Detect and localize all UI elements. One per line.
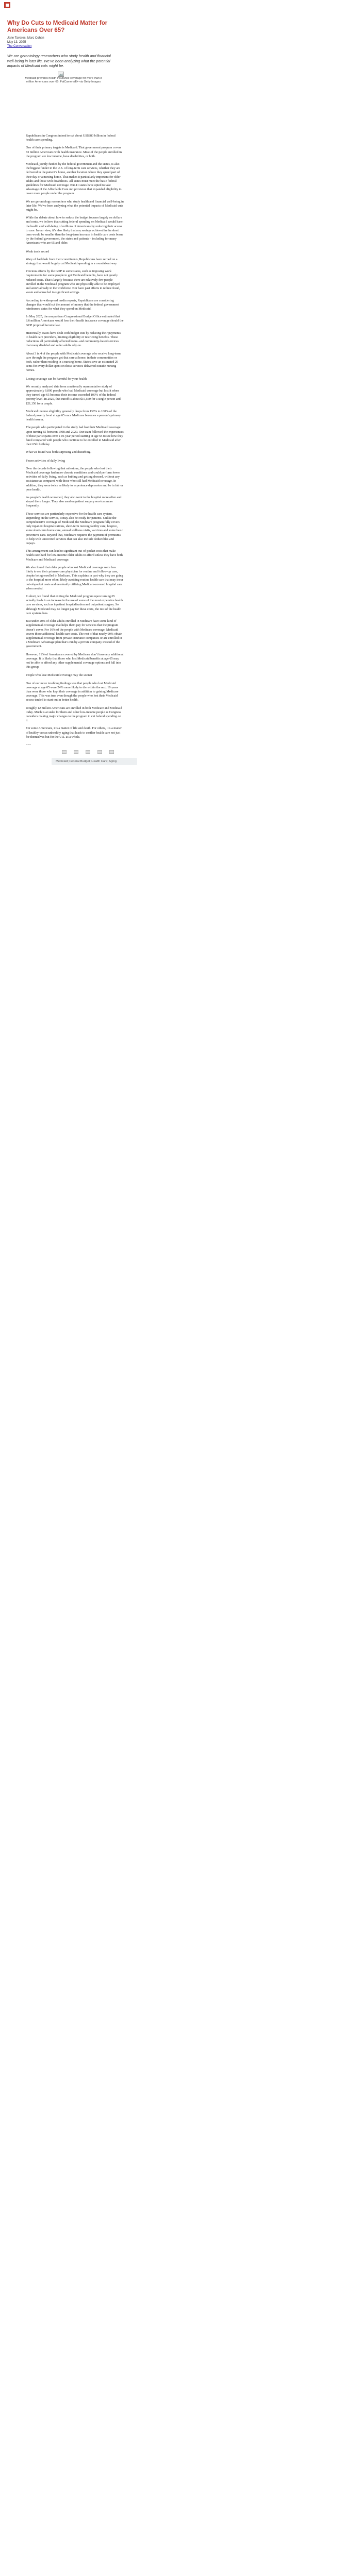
paragraph: Historically, states have dealt with budget cuts by reducing their payments to health care providers, limiting eligibility or restricting benefits. These reductions all particularly affected home- and community-based services that many disabled and older adults rely on. [26, 331, 121, 348]
paragraph: What we found was both surprising and disturbing. [26, 450, 91, 454]
paragraph: Wary of backlash from their constituents, Republicans have zeroed on a strategy that would largely cut Medicaid spending in a roundabout way. [26, 257, 118, 266]
share-icon[interactable] [109, 750, 114, 754]
figure-caption: Medicaid provides health insurance coverage for more than 8 million Americans over 65. FatCamera/E+ via Getty Images [25, 76, 102, 83]
article-tags: Medicaid; Federal Budget; Health Care; Aging [52, 758, 137, 765]
paragraph: For some Americans, it’s a matter of life and death. For others, it’s a matter of healthy versus unhealthy aging that leads to costlier health care not just for themselves but for the U.S. as a whole. [26, 726, 122, 739]
article-source-link[interactable]: The Conversation [7, 45, 32, 48]
section-heading: Fewer activities of daily living [26, 459, 65, 463]
top-bar [0, 0, 361, 8]
article-date: May 13, 2025 [7, 41, 26, 44]
section-heading: Weak track record [26, 249, 50, 253]
paragraph: Medicaid income eligibility generally drops from 138% to 100% of the federal poverty level at age 65 once Medicare becomes a person’s primary health insurer. [26, 409, 121, 422]
article-lead: We are gerontology researchers who study health and financial well-being in later life. We’ve been analyzing what the potential impacts of Medicaid cuts might be. [7, 54, 111, 68]
portside-logo-icon [4, 2, 10, 8]
paragraph: One of our more troubling findings was that people who lost Medicaid coverage at age 65 were 24% more likely to die within the next 10 years than were those who kept their coverage in addition to gaining Medicare coverage. This was true even though the people who lost their Medicaid access tended to start out in better health. [26, 681, 119, 702]
article-body [26, 134, 124, 765]
share-icons [62, 750, 124, 754]
article-figure [25, 72, 102, 84]
paragraph: We recently analyzed data from a nationally representative study of approximately 6,000 people who had Medicaid coverage but lost it when they turned age 65 because their income exceeded 100% of the federal poverty level. In 2025, that cutoff is about $15,560 for a single person and $21,150 for a couple. [26, 384, 121, 405]
section-heading: Losing coverage can be harmful for your health [26, 377, 87, 381]
paragraph: The people who participated in the study had lost their Medicaid coverage upon turning 65 between 1998 and 2020. Our team followed the experiences of these participants over a 10-year period starting at age 65 to see how they fared compared with people who continue to be enrolled in Medicaid after their 65th birthday. [26, 426, 124, 447]
share-icon[interactable] [74, 750, 78, 754]
paragraph: While the debate about how to reduce the budget focuses largely on dollars and cents, we believe that cutting federal spending on Medicaid would harm the health and well-being of millions of Americans by reducing their access to care. In our view, it’s also likely that any savings achieved in the short term would be smaller than the long-term increase in health care costs borne by the federal government, the states and patients – including for many Americans who are 65 and older. [26, 216, 124, 245]
share-icon[interactable] [86, 750, 90, 754]
paragraph: About 3 in 4 of the people with Medicaid coverage who receive long-term care through the program get that care at home, in their communities or both, rather than residing in a nursing home. States save an estimated 29 cents for every dollar spent on those services delivered outside nursing homes. [26, 351, 121, 372]
separator: === [26, 743, 31, 747]
section-heading: People who lose Medicaid coverage may die sooner [26, 673, 92, 677]
image-placeholder-icon [58, 72, 64, 77]
paragraph: Medicaid, jointly funded by the federal government and the states, is also the biggest funder in the U.S. of long-term care services, whether they are delivered in the patient’s home, another location where they spend part of their day or a nursing home. That makes it particularly important for older adults and those with disabilities. All states must meet the basic federal guidelines for Medicaid coverage. But 41 states have opted to take advantage of the Affordable Care Act provision that expanded eligibility to cover more people under the program. [26, 162, 122, 196]
share-icon[interactable] [62, 750, 67, 754]
article-title[interactable]: Why Do Cuts to Medicaid Matter for Americans Over 65? [7, 20, 108, 33]
paragraph: We also found that older people who lost Medicaid coverage were less likely to see their primary care physician for routine and follow-up care, despite being enrolled in Medicare. This explains in part why they are going to the hospital more often, likely avoiding routine health care that may incur out-of-pocket costs and eventually utilizing Medicare-covered hospital care when needed. [26, 565, 123, 590]
paragraph: Republicans in Congress intend to cut about US$880 billion in federal health care spending. [26, 134, 116, 142]
share-icon[interactable] [97, 750, 102, 754]
paragraph: In May 2025, the nonpartisan Congressional Budget Office estimated that 8.6 million Americans would lose their health insurance coverage should the GOP proposal become law. [26, 315, 124, 327]
paragraph: Roughly 12 million Americans are enrolled in both Medicare and Medicaid today. Much is at stake for them and other low-income people as Congress considers making major changes to the program to cut federal spending on it. [26, 706, 122, 723]
paragraph: Just under 20% of older adults enrolled in Medicare have some kind of supplemental coverage that helps them pay for services that the program doesn’t cover. For 16% of the people with Medicare coverage, Medicaid covers those additional health care costs. The rest of that nearly 90% obtain supplemental coverage from private insurance companies or are enrolled in a Medicare Advantage plan that’s run by a private company instead of the government. [26, 619, 122, 649]
article-header [4, 20, 112, 84]
article-authors: Jane Tavares; Marc Cohen [7, 37, 44, 40]
paragraph: Previous efforts by the GOP in some states, such as imposing work requirements for some people to get Medicaid benefits, have not greatly reduced costs. That’s largely because there are relatively few people enrolled in the Medicaid program who are physically able to be employed and aren’t already in the workforce. Nor have past efforts to reduce fraud, waste and abuse led to significant savings. [26, 269, 120, 295]
paragraph: As people’s health worsened, they also went to the hospital more often and stayed there longer. They also used outpatient surgery services more frequently. [26, 496, 122, 508]
paragraph: This arrangement can lead to significant out-of-pocket costs that make health care hard for low-income older adults to afford unless they have both Medicare and Medicaid coverage. [26, 549, 123, 562]
paragraph: One of their primary targets is Medicaid. That government program covers 83 million Americans with health insurance. Most of the people enrolled in the program are low income, have disabilities, or both. [26, 146, 122, 158]
paragraph: Over the decade following that milestone, the people who lost their Medicaid coverage had more chronic conditions and could perform fewer activities of daily living, such as bathing and getting dressed, without any assistance as compared with those who still had Medicaid coverage. In addition, they were twice as likely to experience depression and be in fair or poor health. [26, 466, 123, 492]
paragraph: We are gerontology researchers who study health and financial well-being in later life. We’ve been analyzing what the potential impacts of Medicaid cuts might be. [26, 199, 124, 212]
paragraph: However, 11% of Americans covered by Medicare don’t have any additional coverage. It is likely that those who lost Medicaid benefits at age 65 may not be able to afford any other supplemental coverage options and fall into this group. [26, 652, 124, 669]
paragraph: These services are particularly expensive for the health care system. Depending on the service, it may also be costly for patients. Unlike the comprehensive coverage of Medicaid, the Medicare program fully covers only inpatient hospitalizations, short-term nursing facility care, hospice, some short-term home care, annual wellness visits, vaccines and some basic preventive care. Beyond that, Medicare requires the payment of premiums to help with uncovered services that can also include deductibles and copays. [26, 512, 123, 546]
paragraph: In short, we found that exiting the Medicaid program upon turning 65 actually leads to an increase in the use of some of the most expensive health care services, such as inpatient hospitalization and outpatient surgery. So although Medicaid may no longer pay for these costs, the rest of the health care system does. [26, 595, 123, 615]
paragraph: According to widespread media reports, Republicans are considering changes that would cut the amount of money that the federal government reimburses states for what they spend on Medicaid. [26, 298, 119, 311]
